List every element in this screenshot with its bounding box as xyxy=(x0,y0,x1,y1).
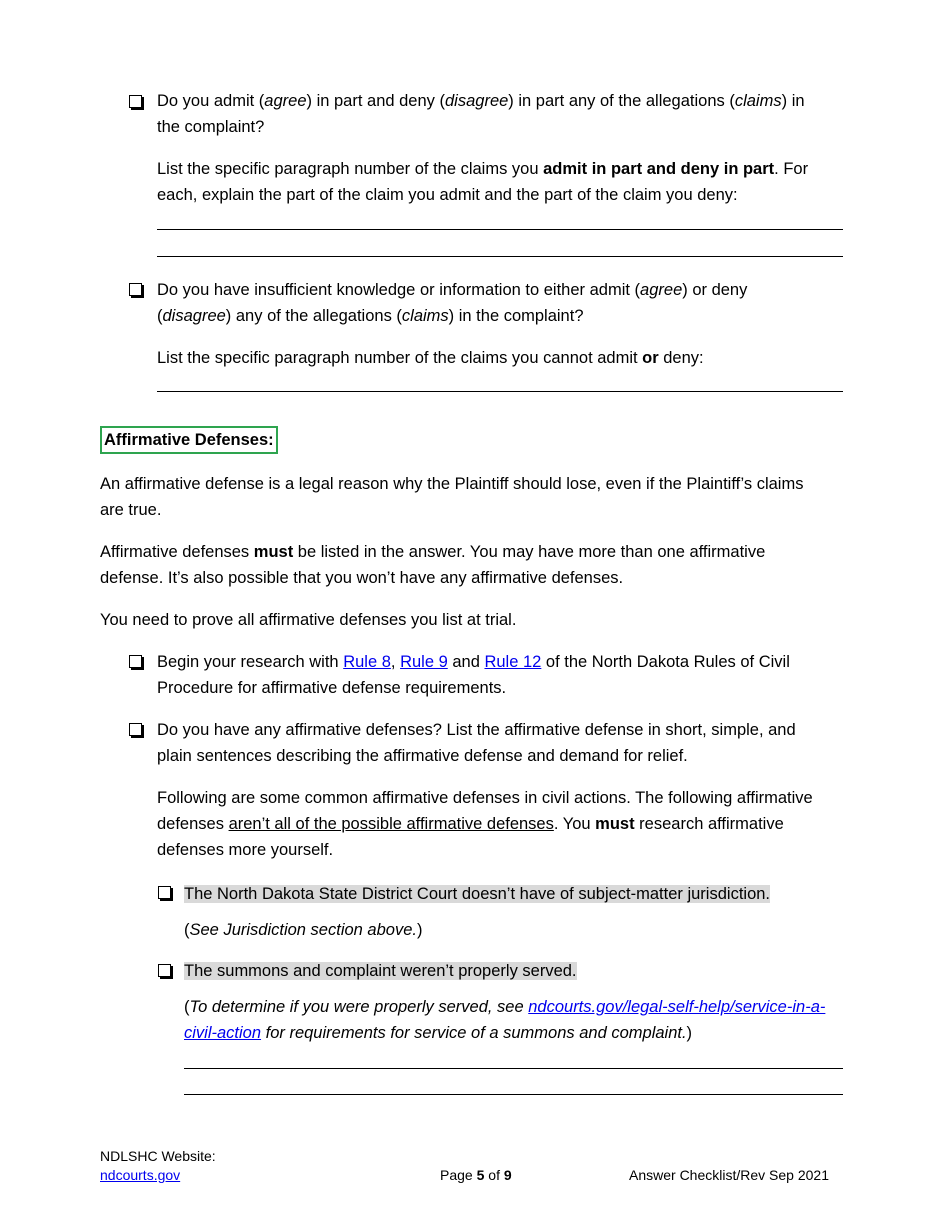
footer-page-number: Page 5 of 9 xyxy=(440,1167,512,1183)
q1-question-line1: Do you admit (agree) in part and deny (disagree) in part any of the allegations (claims) in xyxy=(157,92,805,110)
answer-line-service-2[interactable] xyxy=(184,1094,843,1095)
checkbox-insufficient-knowledge[interactable] xyxy=(129,283,142,296)
footer-document-title: Answer Checklist/Rev Sep 2021 xyxy=(629,1167,829,1183)
service-note-line2: civil-action for requirements for service of a summons and complaint.) xyxy=(184,1024,693,1042)
research-line2: Procedure for affirmative defense requirements. xyxy=(157,679,507,697)
any-defenses-line2: plain sentences describing the affirmative defense and demand for relief. xyxy=(157,747,688,765)
following-line3: defenses more yourself. xyxy=(157,841,334,859)
q1-instruction-line1: List the specific paragraph number of the claims you admit in part and deny in part. For xyxy=(157,160,809,178)
service-link[interactable]: ndcourts.gov/legal-self-help/service-in-a- xyxy=(528,998,826,1016)
section-heading-affirmative-defenses: Affirmative Defenses: xyxy=(100,426,278,454)
answer-line-q1-1[interactable] xyxy=(157,229,843,230)
affirmative-intro-line1: An affirmative defense is a legal reason why the Plaintiff should lose, even if the Plaintiff’s claims xyxy=(100,475,804,493)
q1-question-line2: the complaint? xyxy=(157,118,265,136)
checkbox-admit-deny-in-part[interactable] xyxy=(129,95,142,108)
checkbox-begin-research[interactable] xyxy=(129,655,142,668)
following-line2: defenses aren’t all of the possible affirmative defenses. You must research affirmative xyxy=(157,815,784,833)
q2-question-line2: (disagree) any of the allegations (claims) in the complaint? xyxy=(157,307,584,325)
affirmative-intro-line2: are true. xyxy=(100,501,162,519)
rule-9-link[interactable]: Rule 9 xyxy=(400,653,448,671)
checkbox-not-properly-served[interactable] xyxy=(158,964,171,977)
no-jurisdiction-label: The North Dakota State District Court doesn’t have of subject-matter jurisdiction. xyxy=(184,885,770,903)
service-note-line1: (To determine if you were properly served, see ndcourts.gov/legal-self-help/service-in-a- xyxy=(184,998,826,1016)
affirmative-must-line1: Affirmative defenses must be listed in the answer. You may have more than one affirmative xyxy=(100,543,766,561)
footer-website-label: NDLSHC Website: xyxy=(100,1148,216,1164)
jurisdiction-note: (See Jurisdiction section above.) xyxy=(184,921,423,939)
footer-website-link[interactable]: ndcourts.gov xyxy=(100,1167,181,1183)
following-line1: Following are some common affirmative defenses in civil actions. The following affirmative xyxy=(157,789,813,807)
q2-question-line1: Do you have insufficient knowledge or information to either admit (agree) or deny xyxy=(157,281,748,299)
affirmative-must-line2: defense. It’s also possible that you won’t have any affirmative defenses. xyxy=(100,569,624,587)
checkbox-no-jurisdiction[interactable] xyxy=(158,886,171,899)
answer-line-q2[interactable] xyxy=(157,391,843,392)
checkbox-any-affirmative-defenses[interactable] xyxy=(129,723,142,736)
any-defenses-line1: Do you have any affirmative defenses? List the affirmative defense in short, simple, and xyxy=(157,721,796,739)
rule-8-link[interactable]: Rule 8 xyxy=(343,653,391,671)
service-link-continued[interactable]: civil-action xyxy=(184,1024,262,1042)
answer-line-q1-2[interactable] xyxy=(157,256,843,257)
answer-line-service-1[interactable] xyxy=(184,1068,843,1069)
not-properly-served-label: The summons and complaint weren’t properly served. xyxy=(184,962,577,980)
affirmative-prove-line: You need to prove all affirmative defenses you list at trial. xyxy=(100,611,517,629)
research-line1: Begin your research with Rule 8, Rule 9 and Rule 12 of the North Dakota Rules of Civil xyxy=(157,653,790,671)
rule-12-link[interactable]: Rule 12 xyxy=(484,653,542,671)
q2-instruction: List the specific paragraph number of the claims you cannot admit or deny: xyxy=(157,349,704,367)
q1-instruction-line2: each, explain the part of the claim you admit and the part of the claim you deny: xyxy=(157,186,738,204)
